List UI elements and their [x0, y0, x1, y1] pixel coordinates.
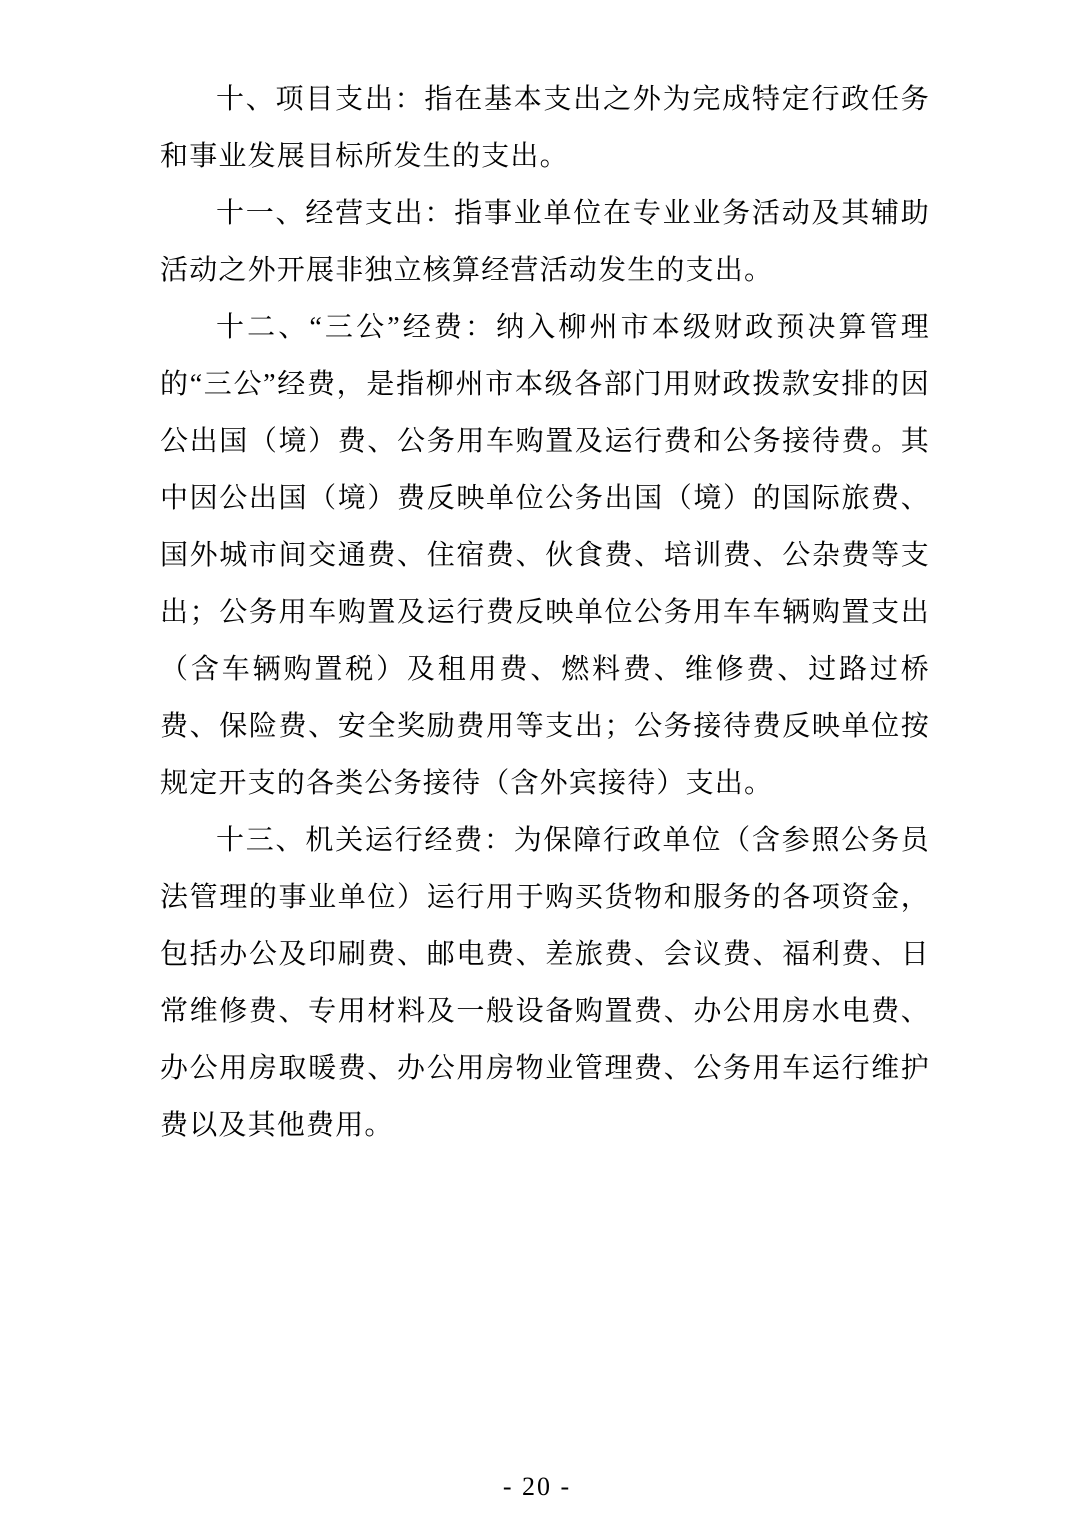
paragraph-item-11-operating-expenditure: 十一、经营支出：指事业单位在专业业务活动及其辅助活动之外开展非独立核算经营活动发生的支出。 — [160, 198, 930, 286]
page-number: - 20 - — [502, 1472, 572, 1501]
paragraph-item-13-agency-operating-funds: 十三、机关运行经费：为保障行政单位（含参照公务员法管理的事业单位）运行用于购买货物和服务的各项资金，包括办公及印刷费、邮电费、差旅费、会议费、福利费、日常维修费、专用材料及一般设备购置费、办公用房水电费、办公用房取暖费、办公用房物业管理费、公务用车运行维护费以及其他费用。 — [160, 825, 930, 1141]
page-footer — [0, 1472, 1074, 1502]
document-body — [160, 71, 930, 1154]
paragraph-item-12-three-public-funds: 十二、“三公”经费：纳入柳州市本级财政预决算管理的“三公”经费，是指柳州市本级各部门用财政拨款安排的因公出国（境）费、公务用车购置及运行费和公务接待费。其中因公出国（境）费反映单位公务出国（境）的国际旅费、国外城市间交通费、住宿费、伙食费、培训费、公杂费等支出；公务用车购置及运行费反映单位公务用车车辆购置支出（含车辆购置税）及租用费、燃料费、维修费、过路过桥费、保险费、安全奖励费用等支出；公务接待费反映单位按规定开支的各类公务接待（含外宾接待）支出。 — [160, 312, 930, 799]
paragraph-item-10-project-expenditure: 十、项目支出：指在基本支出之外为完成特定行政任务和事业发展目标所发生的支出。 — [160, 84, 930, 172]
